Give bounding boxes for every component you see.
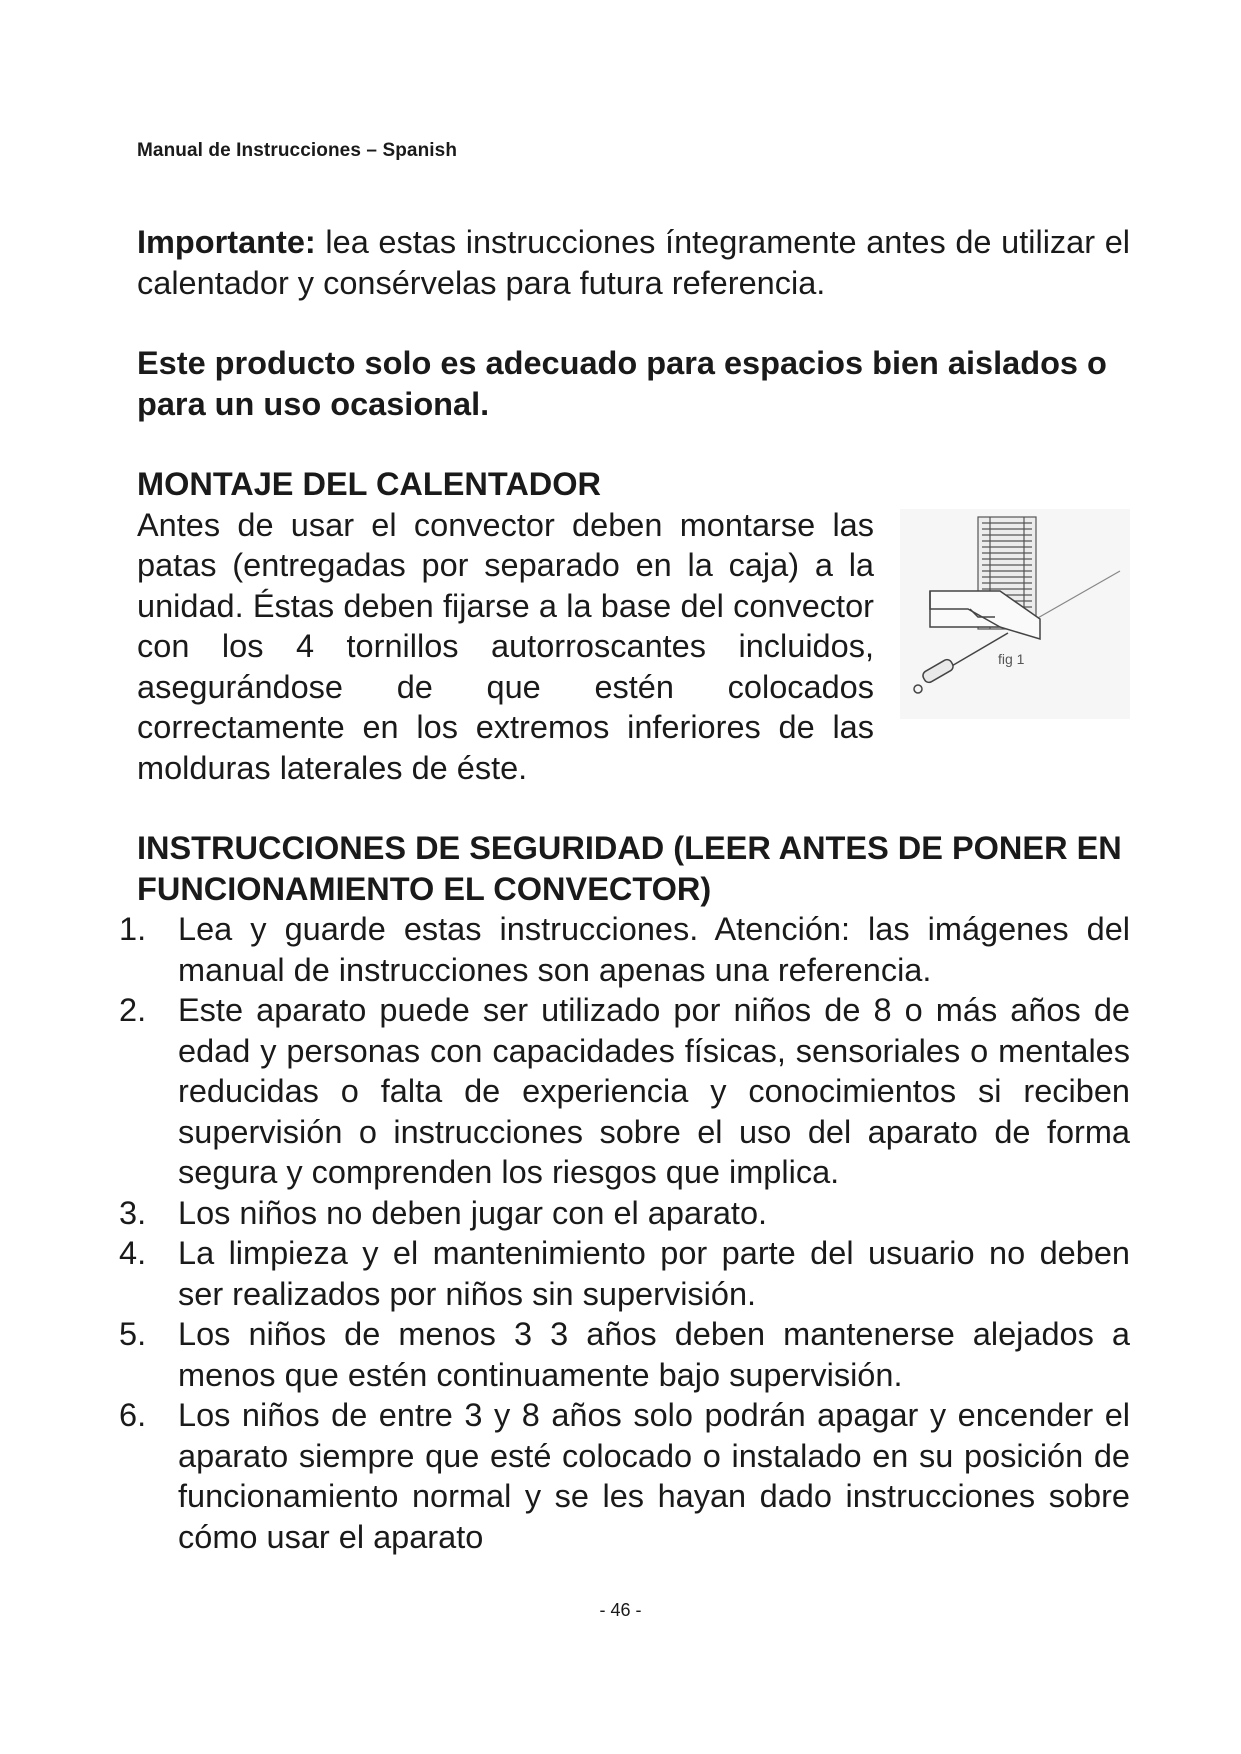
assembly-figure bbox=[900, 509, 1130, 719]
list-item bbox=[119, 1395, 1130, 1557]
page-content bbox=[119, 222, 1130, 1557]
important-paragraph bbox=[137, 222, 1130, 303]
list-item-text: Lea y guarde estas instrucciones. Atención: las imágenes del manual de instrucciones son apenas una referencia. bbox=[178, 911, 1130, 988]
suitability-notice: Este producto solo es adecuado para espacios bien aislados o para un uso ocasional. bbox=[137, 345, 1107, 422]
list-item-number: 3. bbox=[119, 1194, 147, 1231]
figure-label: fig 1 bbox=[998, 650, 1025, 667]
assembly-text: Antes de usar el convector deben montarse las patas (entregadas por separado en la caja) a la unidad. Éstas deben fijarse a la base del convector con los 4 tornillos autorroscantes incluidos, asegurándose de que estén colocados correctamente en los extremos inferiores de las molduras laterales de éste. bbox=[137, 506, 874, 786]
list-item-text: La limpieza y el mantenimiento por parte del usuario no deben ser realizados por niños sin supervisión. bbox=[178, 1235, 1130, 1312]
list-item-number: 4. bbox=[119, 1235, 147, 1271]
safety-section bbox=[119, 828, 1130, 1557]
list-item-number: 1. bbox=[119, 911, 147, 947]
list-item-number: 2. bbox=[119, 992, 147, 1028]
list-item-text: Los niños de menos 3 3 años deben mantenerse alejados a menos que estén continuamente bajo supervisión. bbox=[178, 1316, 1130, 1393]
list-item-text: Este aparato puede ser utilizado por niños de 8 o más años de edad y personas con capacidades físicas, sensoriales o mentales reducidas o falta de experiencia y conocimientos si reciben supervisión o instrucciones sobre el uso del aparato de forma segura y comprenden los riesgos que implica. bbox=[178, 992, 1130, 1190]
page-number: - 46 - bbox=[599, 1600, 642, 1620]
assembly-section bbox=[137, 464, 1130, 788]
list-item-number: 5. bbox=[119, 1316, 147, 1352]
list-item bbox=[119, 1193, 1130, 1234]
safety-heading: INSTRUCCIONES DE SEGURIDAD (LEER ANTES DE PONER EN FUNCIONAMIENTO EL CONVECTOR) bbox=[137, 830, 1122, 907]
list-item-text: Los niños no deben jugar con el aparato. bbox=[178, 1194, 768, 1231]
assembly-heading: MONTAJE DEL CALENTADOR bbox=[137, 466, 602, 502]
list-item-number: 6. bbox=[119, 1397, 147, 1433]
list-item-text: Los niños de entre 3 y 8 años solo podrán apagar y encender el aparato siempre que esté colocado o instalado en su posición de funcionamiento normal y se les hayan dado instrucciones sobre cómo usar el aparato bbox=[178, 1397, 1130, 1555]
list-item bbox=[119, 909, 1130, 990]
safety-list bbox=[119, 909, 1130, 1557]
important-label: Importante: bbox=[137, 224, 316, 260]
important-text: lea estas instrucciones íntegramente antes de utilizar el calentador y consérvelas para futura referencia. bbox=[137, 224, 1130, 301]
list-item bbox=[119, 1314, 1130, 1395]
document-header: Manual de Instrucciones – Spanish bbox=[137, 140, 458, 161]
list-item bbox=[119, 1233, 1130, 1314]
list-item bbox=[119, 990, 1130, 1193]
